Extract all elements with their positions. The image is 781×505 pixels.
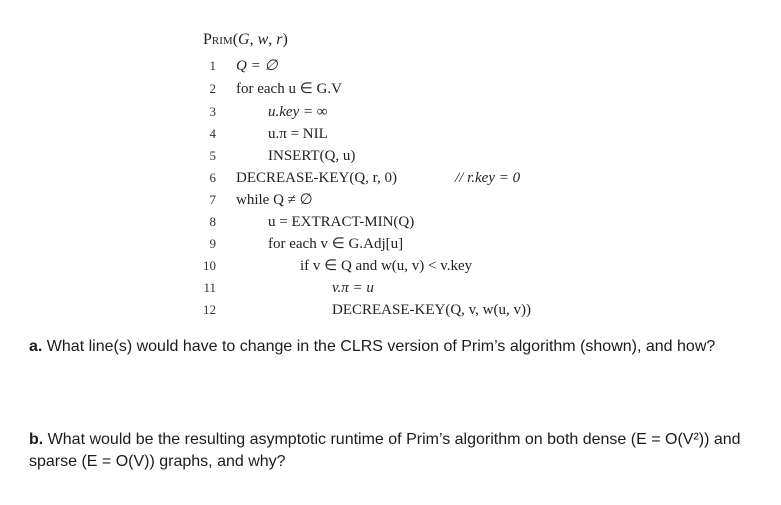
code-line-4 xyxy=(0,124,781,144)
code-text: Q = ∅ xyxy=(236,58,278,74)
line-number: 11 xyxy=(203,280,216,295)
code-line-2 xyxy=(0,79,781,99)
line-number: 4 xyxy=(209,126,216,141)
line-number: 2 xyxy=(209,81,216,96)
line-number: 7 xyxy=(209,192,216,207)
question-label: b. xyxy=(29,431,44,448)
code-line-9 xyxy=(0,234,781,254)
code-line-8 xyxy=(0,212,781,232)
line-number: 6 xyxy=(209,170,216,185)
code-text: DECREASE-KEY(Q, r, 0) xyxy=(236,170,398,186)
code-text: for each v ∈ G.Adj[u] xyxy=(268,236,404,252)
question-a xyxy=(29,336,764,358)
code-line-6 xyxy=(0,168,781,188)
code-text: DECREASE-KEY(Q, v, w(u, v)) xyxy=(332,302,531,318)
code-comment: // r.key = 0 xyxy=(455,170,521,186)
question-b xyxy=(29,429,764,473)
line-number: 3 xyxy=(209,104,216,119)
question-text: What line(s) would have to change in the CLRS version of Prim’s algorithm (shown), and how? xyxy=(46,338,716,355)
algorithm-title: Prim(G, w, r) xyxy=(203,31,288,48)
line-number: 10 xyxy=(203,258,216,273)
code-text: u.π = NIL xyxy=(268,126,328,142)
line-number: 8 xyxy=(209,214,216,229)
code-text: while Q ≠ ∅ xyxy=(236,192,313,208)
code-text: v.π = u xyxy=(332,280,374,296)
code-line-10 xyxy=(0,256,781,276)
code-line-3 xyxy=(0,102,781,122)
question-text: What would be the resulting asymptotic runtime of Prim’s algorithm on both dense (E = O(V²)) and sparse (E = O(V)) graphs, and why? xyxy=(29,431,741,470)
question-label: a. xyxy=(29,338,43,355)
code-text: u = EXTRACT-MIN(Q) xyxy=(268,214,415,230)
code-text: u.key = ∞ xyxy=(268,104,328,120)
line-number: 5 xyxy=(209,148,216,163)
code-line-5 xyxy=(0,146,781,166)
line-number: 12 xyxy=(203,302,216,317)
line-number: 9 xyxy=(209,236,216,251)
code-line-11 xyxy=(0,278,781,298)
code-line-12 xyxy=(0,300,781,320)
code-text: if v ∈ Q and w(u, v) < v.key xyxy=(300,258,473,274)
code-text: INSERT(Q, u) xyxy=(268,148,356,164)
code-line-1 xyxy=(0,56,781,76)
line-number: 1 xyxy=(209,58,216,73)
code-line-7 xyxy=(0,190,781,210)
code-text: for each u ∈ G.V xyxy=(236,81,342,97)
